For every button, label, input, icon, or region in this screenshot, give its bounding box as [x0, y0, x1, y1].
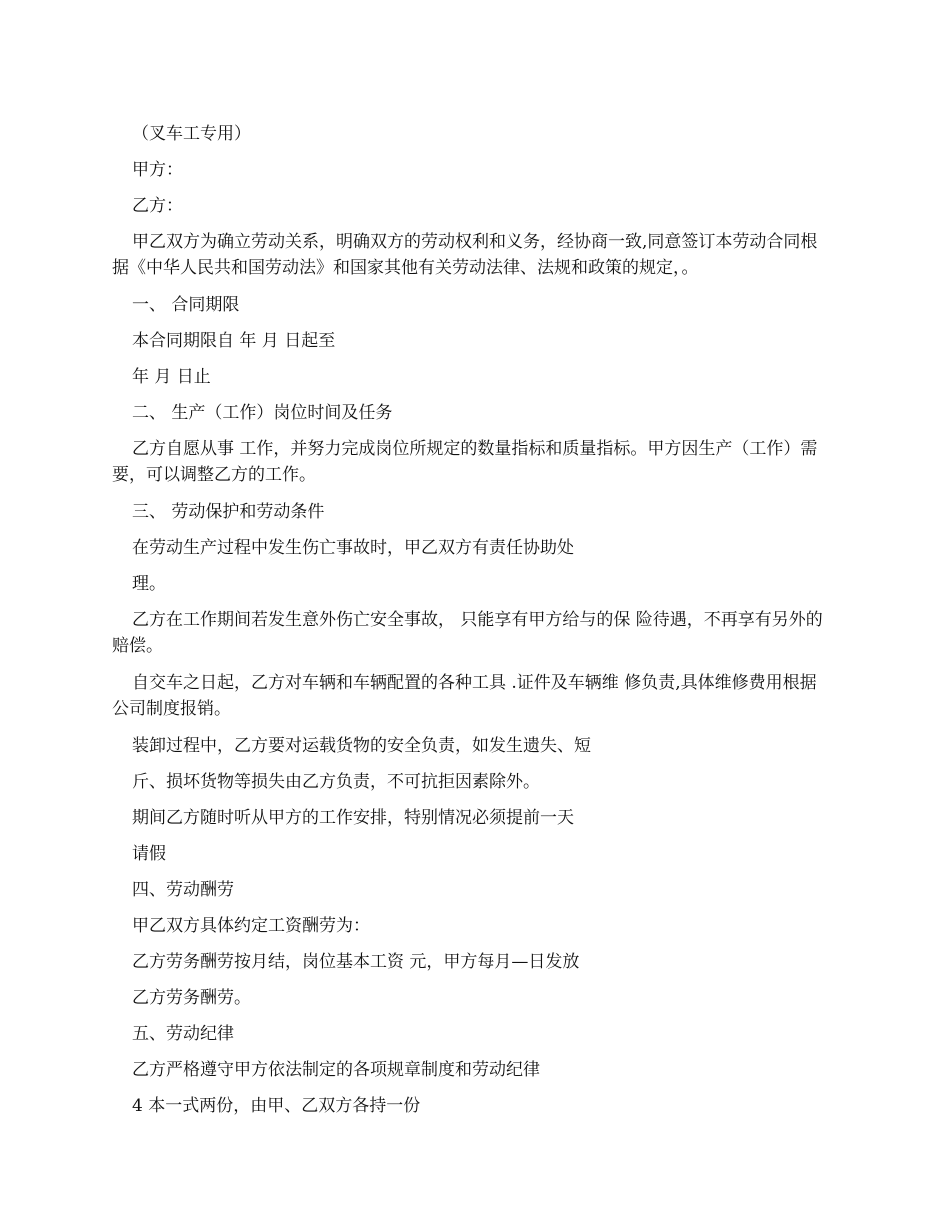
term-end-line: 年 月 日止 [132, 367, 211, 387]
copies-line: 4 本一式两份，由甲、乙双方各持一份 [132, 1096, 421, 1116]
vehicle-paragraph: 自交车之日起，乙方对车辆和车辆配置的各种工具 .证件及车辆维 修负责,具体维修费用根据公司制度报销。 [112, 673, 817, 719]
discipline-line: 乙方严格遵守甲方依法制定的各项规章制度和劳动纪律 [132, 1060, 540, 1080]
document-body [112, 121, 832, 1129]
position-paragraph: 乙方自愿从事 工作，并努力完成岗位所规定的数量指标和质量指标。甲方因生产（工作）需要，可以调整乙方的工作。 [112, 439, 818, 485]
insurance-paragraph: 乙方在工作期间若发生意外伤亡安全事故， 只能享有甲方给与的保 险待遇，不再享有另外的赔偿。 [112, 610, 823, 656]
pay-intro-line: 甲乙双方具体约定工资酬劳为： [132, 916, 370, 936]
section-heading-term: 一、 合同期限 [132, 295, 240, 315]
loading-line-end: 斤、损坏货物等损失由乙方负责，不可抗拒因素除外。 [132, 772, 540, 792]
preamble-paragraph: 甲乙双方为确立劳动关系，明确双方的劳动权利和义务，经协商一致,同意签订本劳动合同根据《中华人民共和国劳动法》和国家其他有关劳动法律、法规和政策的规定，。 [112, 232, 818, 278]
leave-line-end: 请假 [132, 844, 166, 864]
loading-line: 装卸过程中，乙方要对运载货物的安全负责，如发生遗失、短 [132, 736, 591, 756]
leave-line: 期间乙方随时听从甲方的工作安排，特别情况必须提前一天 [132, 808, 574, 828]
accident-line-end: 理。 [132, 574, 166, 594]
section-heading-discipline: 五、劳动纪律 [132, 1024, 234, 1044]
accident-line: 在劳动生产过程中发生伤亡事故时，甲乙双方有责任协助处 [132, 538, 574, 558]
section-heading-pay: 四、劳动酬劳 [132, 880, 234, 900]
section-heading-position: 二、 生产（工作）岗位时间及任务 [132, 403, 393, 423]
pay-detail-line: 乙方劳务酬劳按月结，岗位基本工资 元，甲方每月—日发放 [132, 952, 580, 972]
pay-detail-line-end: 乙方劳务酬劳。 [132, 988, 251, 1008]
party-b-line: 乙方： [132, 196, 183, 216]
party-a-line: 甲方： [132, 160, 183, 180]
subtitle: （叉车工专用） [132, 124, 251, 144]
term-start-line: 本合同期限自 年 月 日起至 [132, 331, 336, 351]
section-heading-protection: 三、 劳动保护和劳动条件 [132, 502, 325, 522]
